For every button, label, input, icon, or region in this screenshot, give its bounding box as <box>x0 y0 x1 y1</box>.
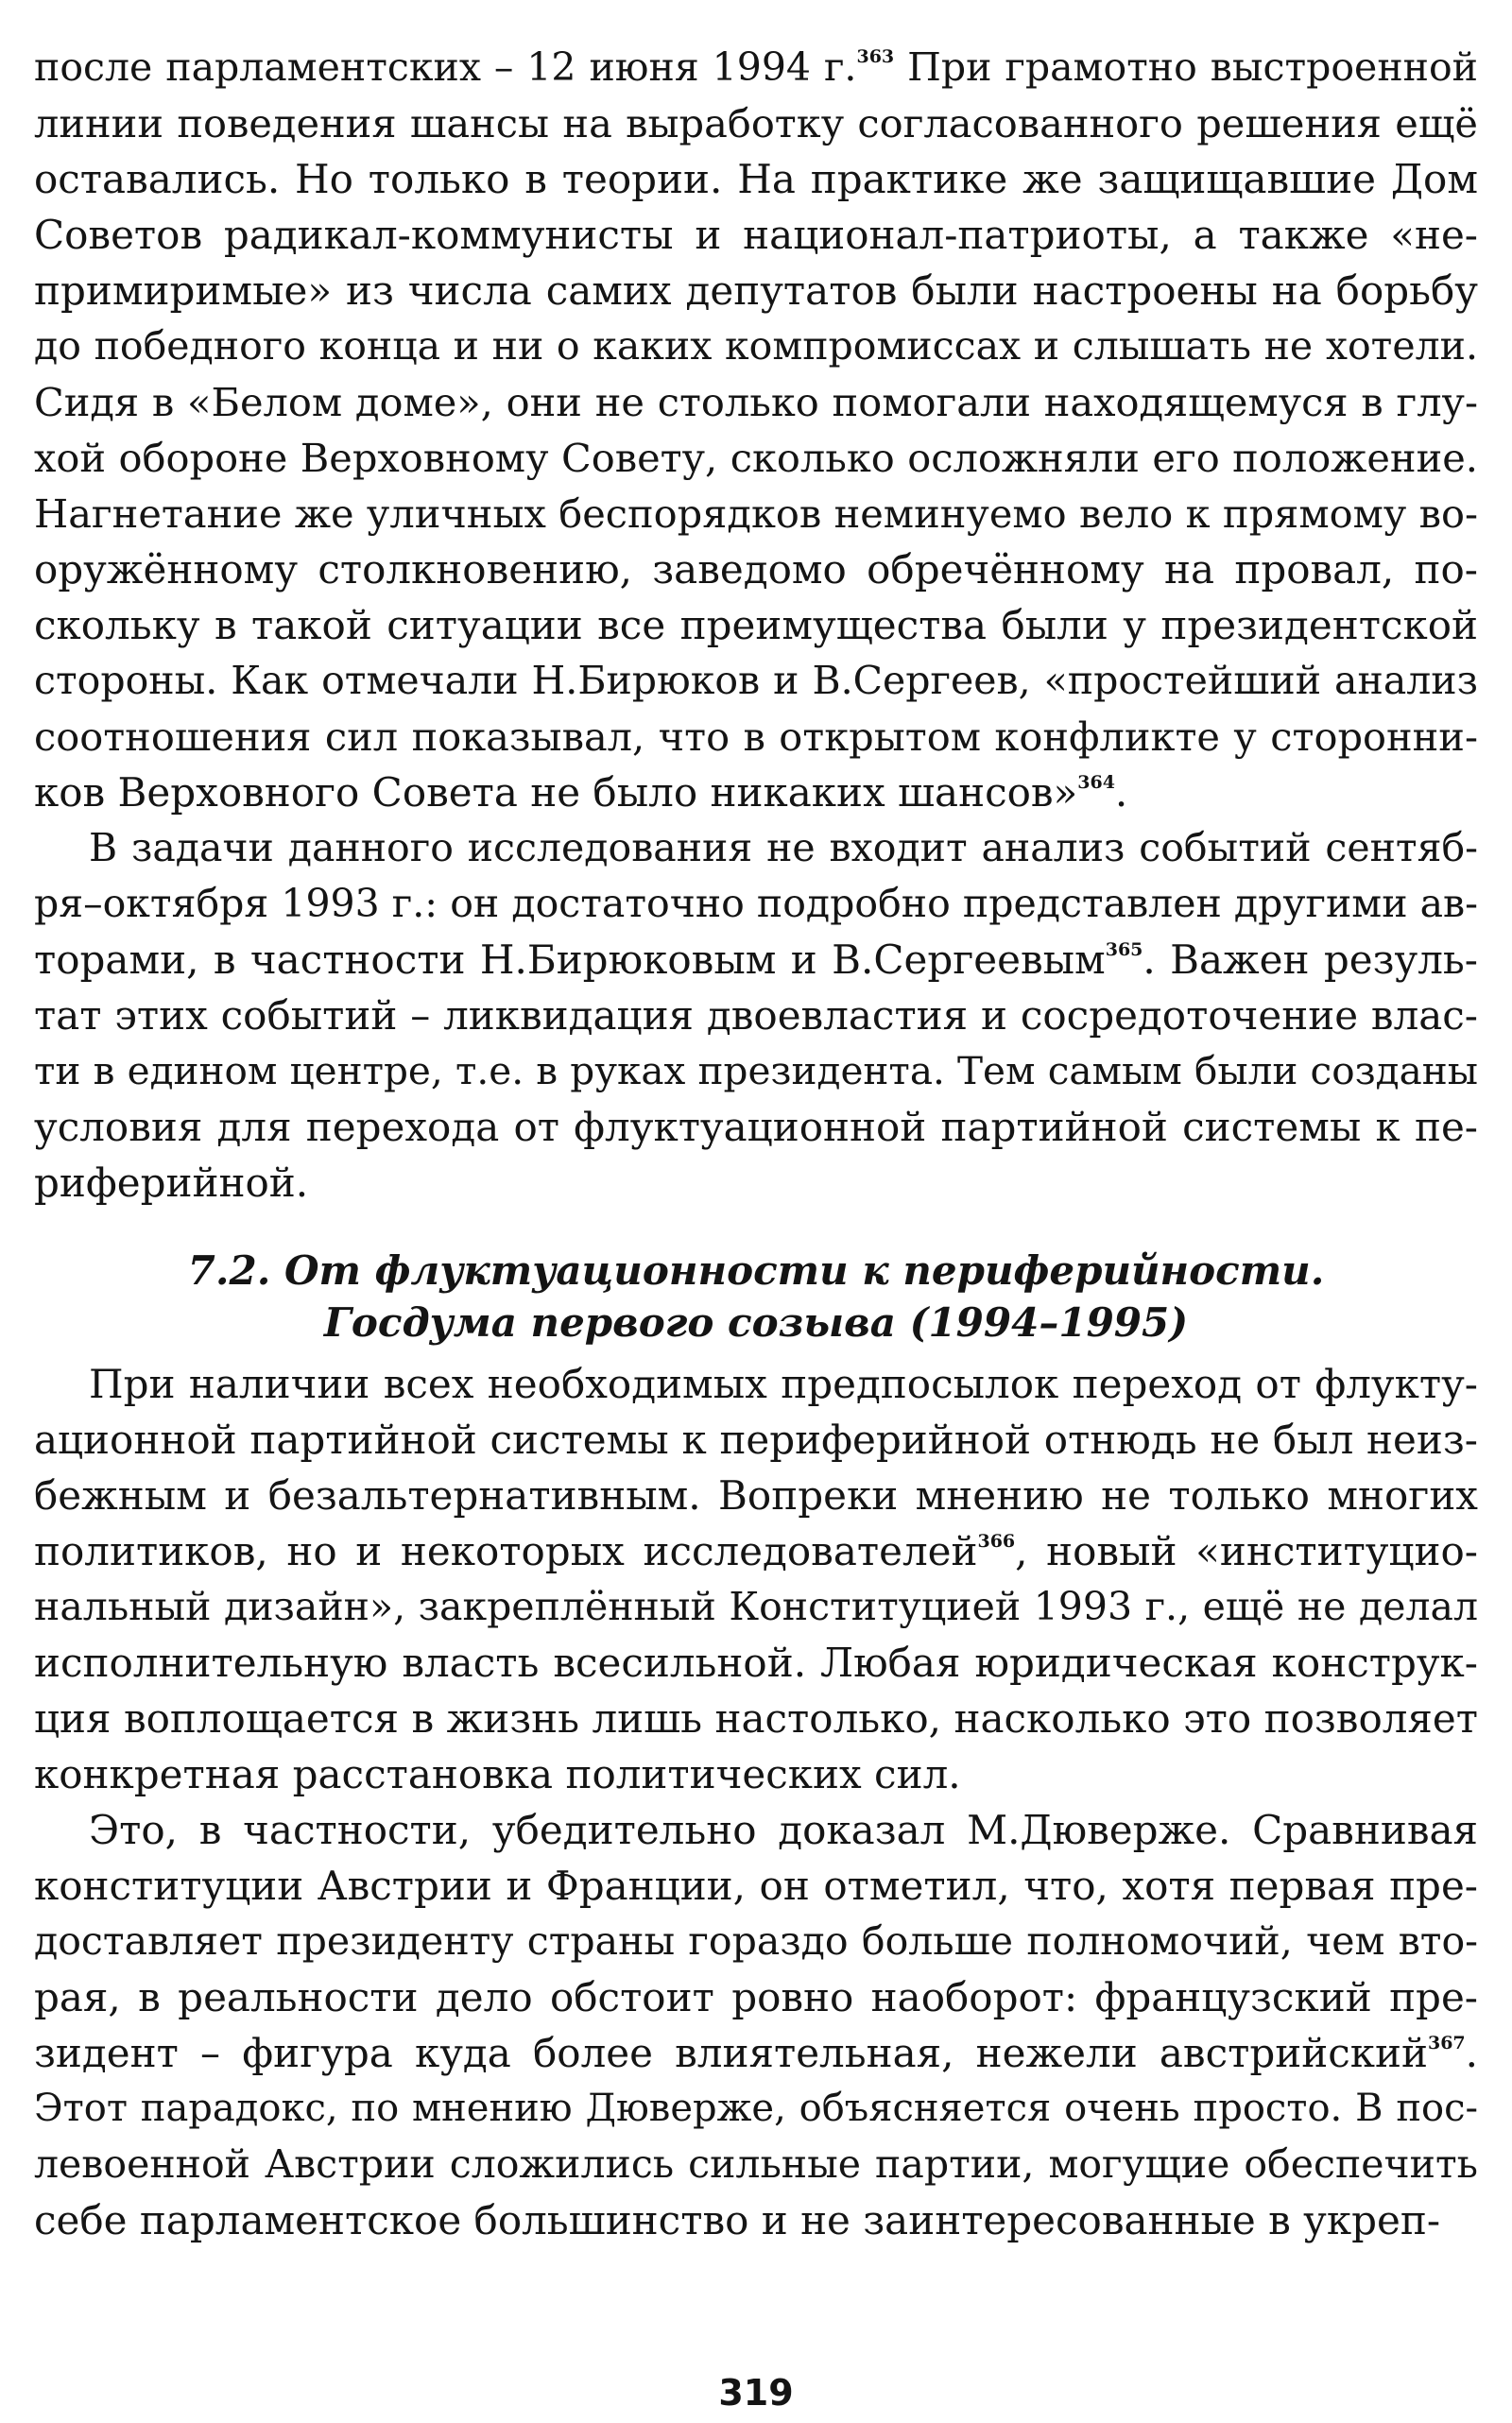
text-line <box>34 1914 1478 1969</box>
line-text: Это, в частности, убедительно доказал М.Дюверже. Сравнивая <box>89 1807 1478 1853</box>
line-text: тат этих событий – ликвидация двоевластия и сосредоточение влас- <box>34 992 1478 1039</box>
text-line <box>34 709 1478 765</box>
line-text: Советов радикал-коммунисты и национал-патриоты, а также «не- <box>34 212 1478 258</box>
line-text: ция воплощается в жизнь лишь настолько, насколько это позволяет <box>34 1695 1478 1742</box>
text-line <box>34 1356 1478 1412</box>
section-heading-line-2: Госдума первого созыва (1994–1995) <box>323 1299 1189 1346</box>
text-line <box>34 318 1478 374</box>
text-line <box>34 2081 1478 2137</box>
line-text: исполнительную власть всесильной. Любая юридическая конструк- <box>34 1640 1478 1686</box>
line-text: соотношения сил показывал, что в открытом конфликте у сторонни- <box>34 713 1478 760</box>
line-text: рая, в реальности дело обстоит ровно наоборот: французский пре- <box>34 1974 1478 2020</box>
line-text: зидент – фигура куда более влиятельная, нежели австрийский <box>34 2030 1428 2076</box>
text-line <box>34 2025 1478 2081</box>
line-text: условия для перехода от флуктуационной партийной системы к пе- <box>34 1104 1478 1150</box>
footnote-ref[interactable]: 364 <box>1077 772 1115 793</box>
line-text: оружённому столкновению, заведомо обречённому на провал, по- <box>34 546 1478 593</box>
line-text: примиримые» из числа самих депутатов были настроены на борьбу <box>34 267 1478 314</box>
line-text: линии поведения шансы на выработку согласованного решения ещё <box>34 100 1478 146</box>
text-line <box>34 2192 1478 2248</box>
paragraph-2 <box>34 820 1478 1211</box>
line-text: ти в едином центре, т.е. в руках президента. Тем самым были созданы <box>34 1048 1478 1093</box>
line-text: хой обороне Верховному Совету, сколько осложняли его положение. <box>34 435 1478 481</box>
text-line <box>34 597 1478 653</box>
text-line <box>34 151 1478 207</box>
text-line <box>34 207 1478 263</box>
footnote-ref[interactable]: 365 <box>1105 939 1143 960</box>
section-heading <box>34 1245 1478 1349</box>
line-text: Сидя в «Белом доме», они не столько помогали находящемуся в глу- <box>34 379 1478 425</box>
text-line <box>34 1043 1478 1099</box>
footnote-ref[interactable]: 366 <box>977 1531 1016 1552</box>
footnote-ref[interactable]: 363 <box>856 46 895 67</box>
line-text: себе парламентское большинство и не заинтересованные в укреп- <box>34 2197 1441 2243</box>
text-line <box>34 486 1478 541</box>
text-line <box>34 430 1478 486</box>
text-line <box>34 1802 1478 1858</box>
text-line <box>34 653 1478 709</box>
line-text: политиков, но и некоторых исследователей <box>34 1528 978 1574</box>
text-line <box>34 1412 1478 1468</box>
paragraph-1 <box>34 40 1478 820</box>
text-line <box>34 40 1478 95</box>
line-text: При наличии всех необходимых предпосылок переход от флукту- <box>89 1361 1478 1407</box>
line-text: конкретная расстановка политических сил. <box>34 1751 961 1797</box>
line-text-after-ref: , новый «институцио- <box>1015 1528 1478 1574</box>
text-line <box>34 1155 1478 1211</box>
line-text: стороны. Как отмечали Н.Бирюков и В.Сергеев, «простейший анализ <box>34 658 1478 703</box>
text-line <box>34 374 1478 430</box>
paragraph-3 <box>34 1356 1478 1802</box>
line-text: левоенной Австрии сложились сильные партии, могущие обеспечить <box>34 2141 1478 2187</box>
line-text: бежным и безальтернативным. Вопреки мнению не только многих <box>34 1472 1478 1519</box>
section-heading-line-1: 7.2. От флуктуационности к периферийности. <box>187 1247 1325 1294</box>
text-line <box>34 1691 1478 1746</box>
line-text-after-ref: При грамотно выстроенной <box>894 44 1478 90</box>
text-line <box>34 1523 1478 1579</box>
page-number: 319 <box>718 2372 794 2414</box>
text-line <box>34 765 1478 820</box>
text-line <box>34 1099 1478 1155</box>
text-line <box>34 1858 1478 1914</box>
text-line <box>34 876 1478 932</box>
line-text: Этот парадокс, по мнению Дюверже, объясняется очень просто. В пос- <box>34 2087 1478 2130</box>
text-line <box>34 1746 1478 1802</box>
text-line <box>34 1468 1478 1523</box>
line-text: ря–октября 1993 г.: он достаточно подробно представлен другими ав- <box>34 881 1478 926</box>
line-text: нальный дизайн», закреплённый Конституцией 1993 г., ещё не делал <box>34 1584 1478 1629</box>
line-text: доставляет президенту страны гораздо больше полномочий, чем вто- <box>34 1918 1478 1964</box>
text-line <box>34 95 1478 151</box>
line-text-after-ref: . Важен резуль- <box>1143 937 1478 983</box>
line-text: риферийной. <box>34 1160 309 1206</box>
line-text: ков Верховного Совета не было никаких шансов» <box>34 769 1078 816</box>
text-line <box>34 263 1478 318</box>
text-line <box>34 2137 1478 2192</box>
line-text-after-ref: . <box>1114 769 1128 816</box>
paragraph-4 <box>34 1802 1478 2248</box>
text-line <box>34 1635 1478 1691</box>
footnote-ref[interactable]: 367 <box>1427 2033 1466 2054</box>
line-text: после парламентских – 12 июня 1994 г. <box>34 44 857 90</box>
line-text: оставались. Но только в теории. На практике же защищавшие Дом <box>34 156 1478 202</box>
text-line <box>34 820 1478 876</box>
line-text: скольку в такой ситуации все преимущества были у президентской <box>34 602 1478 648</box>
text-line <box>34 541 1478 597</box>
page-body <box>34 40 1478 2248</box>
line-text: до победного конца и ни о каких компромиссах и слышать не хотели. <box>34 323 1478 369</box>
line-text: торами, в частности Н.Бирюковым и В.Сергеевым <box>34 937 1106 983</box>
line-text: В задачи данного исследования не входит анализ событий сентяб- <box>89 825 1478 870</box>
text-line <box>34 1969 1478 2025</box>
line-text-after-ref: . <box>1465 2030 1478 2076</box>
text-line <box>34 932 1478 988</box>
text-line <box>34 1579 1478 1635</box>
text-line <box>34 988 1478 1043</box>
line-text: ационной партийной системы к периферийной отнюдь не был неиз- <box>34 1417 1478 1463</box>
line-text: Нагнетание же уличных беспорядков неминуемо вело к прямому во- <box>34 490 1478 537</box>
line-text: конституции Австрии и Франции, он отметил, что, хотя первая пре- <box>34 1863 1478 1909</box>
